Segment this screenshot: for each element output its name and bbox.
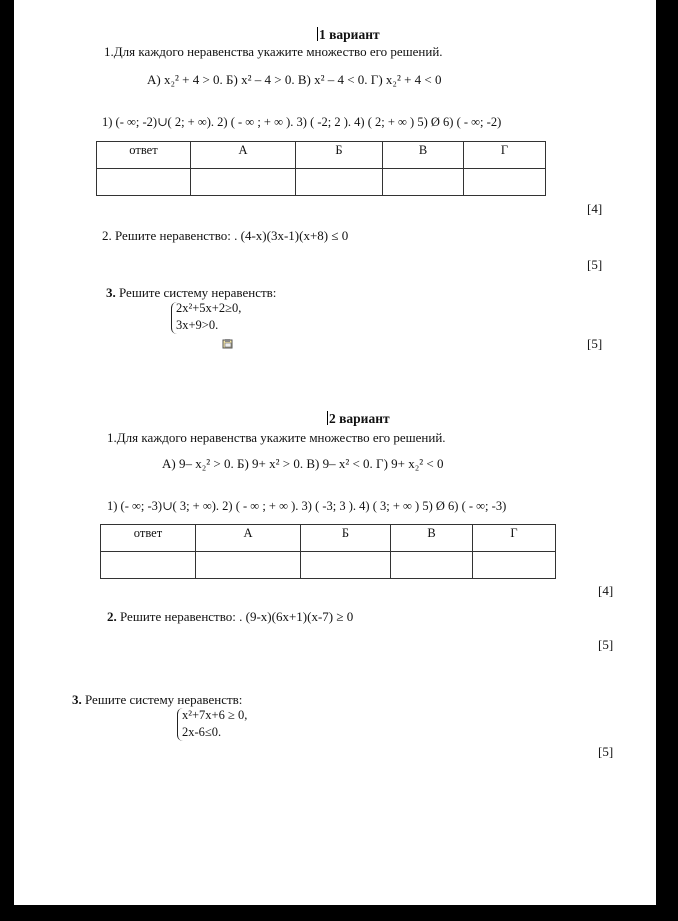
variant2-task1-mark: [4] xyxy=(598,583,614,598)
variant1-task2-mark: [5] xyxy=(587,257,603,272)
variant1-title: 1 вариант xyxy=(319,27,380,42)
task-number: 3. xyxy=(72,692,82,707)
table-answer-cell[interactable] xyxy=(296,169,383,196)
table-header-cell: Б xyxy=(296,142,383,169)
variant2-answer-table xyxy=(100,524,556,579)
variant2-task3-mark: [5] xyxy=(598,744,614,759)
task-text: Решите систему неравенств: xyxy=(85,692,243,707)
table-answer-cell[interactable] xyxy=(464,169,546,196)
table-header-row xyxy=(101,525,556,552)
document-page xyxy=(14,0,656,905)
variant2-task3-line1: x²+7x+6 ≥ 0, xyxy=(182,708,248,722)
variant1-task1-answer-choices: 1) (- ∞; -2)∪( 2; + ∞). 2) ( - ∞ ; + ∞ ). 3) ( -2; 2 ). 4) ( 2; + ∞ ) 5) Ø 6) ( - ∞; -2) xyxy=(102,115,502,129)
table-header-cell: А xyxy=(191,142,296,169)
table-answer-cell[interactable] xyxy=(391,552,473,579)
table-header-cell: ответ xyxy=(97,142,191,169)
variant1-task3-heading xyxy=(106,285,276,300)
table-answer-cell[interactable] xyxy=(97,169,191,196)
variant2-task2-heading xyxy=(107,609,353,624)
variant2-task1-text: 1.Для каждого неравенства укажите множество его решений. xyxy=(107,430,446,445)
variant1-task1-mark: [4] xyxy=(587,201,603,216)
paste-options-icon[interactable] xyxy=(222,339,233,349)
table-header-cell: В xyxy=(383,142,464,169)
table-header-cell: Г xyxy=(473,525,556,552)
table-answer-cell[interactable] xyxy=(101,552,196,579)
table-answer-cell[interactable] xyxy=(191,169,296,196)
variant1-task2-text: 2. Решите неравенство: . (4-x)(3x-1)(x+8) ≤ 0 xyxy=(102,228,349,243)
task-text: Решите неравенство: . (9-x)(6x+1)(x-7) ≥ 0 xyxy=(120,609,354,624)
table-answer-cell[interactable] xyxy=(301,552,391,579)
variant2-task1-options: А) 9– x₂² > 0. Б) 9+ x² > 0. В) 9– x² < 0. Г) 9+ x₂² < 0 xyxy=(162,456,444,471)
variant2-task3-heading xyxy=(72,692,242,707)
task-text: Решите систему неравенств: xyxy=(119,285,277,300)
table-header-row xyxy=(97,142,546,169)
table-header-cell: Г xyxy=(464,142,546,169)
variant1-task3-line2: 3x+9>0. xyxy=(176,318,219,332)
variant2-task3-line2: 2x-6≤0. xyxy=(182,725,222,739)
text-cursor xyxy=(327,411,328,425)
variant1-task1-text: 1.Для каждого неравенства укажите множество его решений. xyxy=(104,44,443,59)
task-number: 2. xyxy=(107,609,117,624)
table-answer-row xyxy=(97,169,546,196)
variant1-task1-options: А) x₂² + 4 > 0. Б) x² – 4 > 0. В) x² – 4 < 0. Г) x₂² + 4 < 0 xyxy=(147,72,442,87)
variant1-answer-table xyxy=(96,141,546,196)
table-header-cell: В xyxy=(391,525,473,552)
table-answer-cell[interactable] xyxy=(196,552,301,579)
variant2-task2-mark: [5] xyxy=(598,637,614,652)
variant1-task3-line1: 2x²+5x+2≥0, xyxy=(176,301,242,315)
table-answer-row xyxy=(101,552,556,579)
text-cursor xyxy=(317,27,318,41)
task-number: 3. xyxy=(106,285,116,300)
variant2-task1-answer-choices: 1) (- ∞; -3)∪( 3; + ∞). 2) ( - ∞ ; + ∞ ). 3) ( -3; 3 ). 4) ( 3; + ∞ ) 5) Ø 6) ( - ∞; -3) xyxy=(107,499,507,513)
table-header-cell: ответ xyxy=(101,525,196,552)
table-header-cell: А xyxy=(196,525,301,552)
table-answer-cell[interactable] xyxy=(383,169,464,196)
variant1-task3-mark: [5] xyxy=(587,336,603,351)
table-answer-cell[interactable] xyxy=(473,552,556,579)
table-header-cell: Б xyxy=(301,525,391,552)
variant2-title: 2 вариант xyxy=(329,411,390,426)
